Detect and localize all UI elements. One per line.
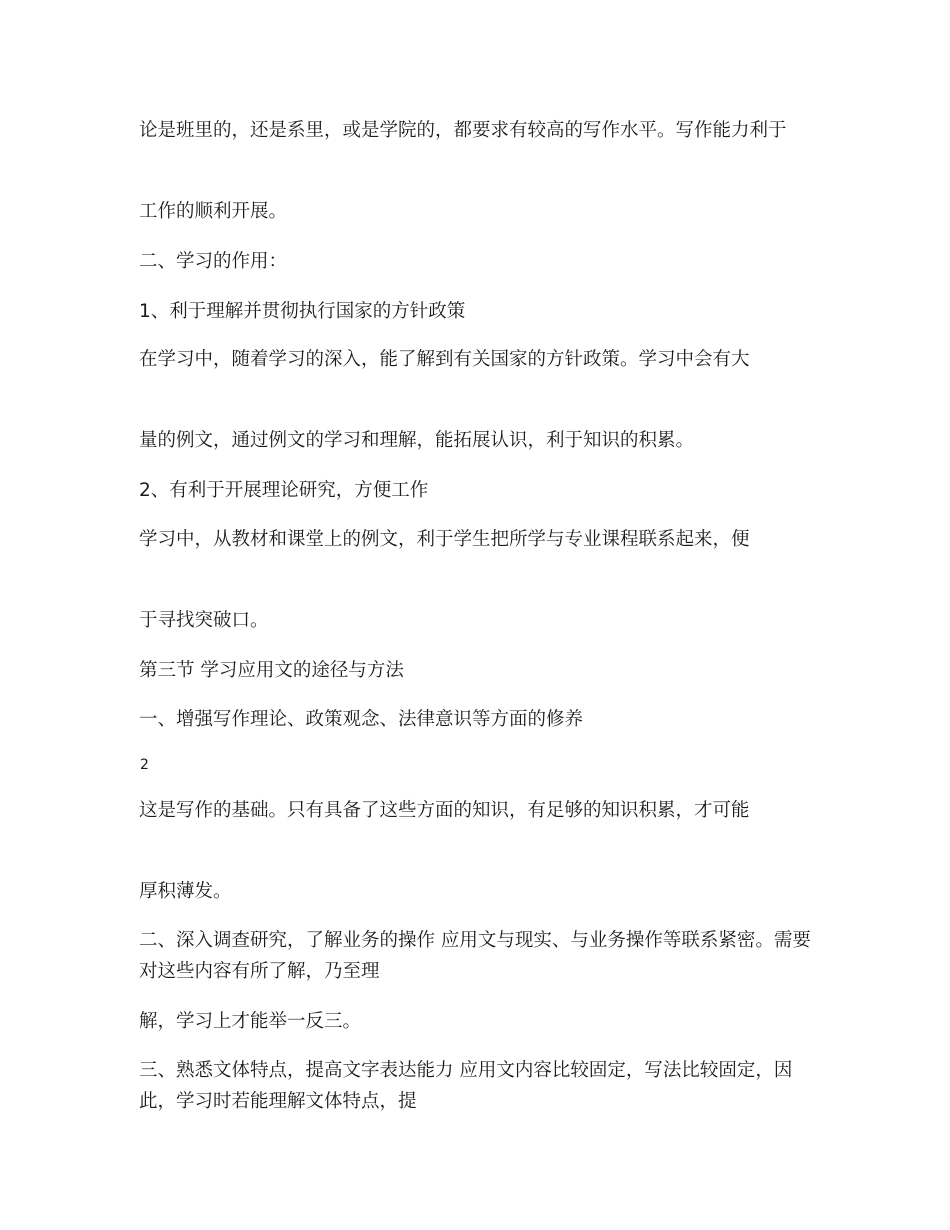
page-number: 2	[140, 757, 149, 773]
paragraph-9: 二、深入调查研究，了解业务的操作 应用文与现实、与业务操作等联系紧密。需要对这些内容有所了解，乃至理	[139, 930, 811, 982]
paragraph-1: 论是班里的，还是系里，或是学院的，都要求有较高的写作水平。写作能力利于	[139, 120, 787, 141]
paragraph-7: 这是写作的基础。只有具备了这些方面的知识，有足够的知识积累，才可能	[139, 800, 750, 821]
section-title: 第三节 学习应用文的途径与方法	[139, 660, 404, 681]
paragraph-5: 学习中，从教材和课堂上的例文，利于学生把所学与专业课程联系起来，便	[139, 529, 750, 550]
paragraph-4: 量的例文，通过例文的学习和理解，能拓展认识，利于知识的积累。	[139, 430, 695, 451]
paragraph-10: 解，学习上才能举一反三。	[139, 1011, 362, 1032]
paragraph-2: 工作的顺利开展。	[139, 201, 288, 222]
subheading-2: 2、有利于开展理论研究，方便工作	[139, 480, 429, 501]
paragraph-6: 于寻找突破口。	[139, 610, 269, 631]
paragraph-3: 在学习中，随着学习的深入，能了解到有关国家的方针政策。学习中会有大	[139, 349, 750, 370]
heading-section-2: 二、学习的作用：	[139, 251, 288, 272]
subheading-1: 1、利于理解并贯彻执行国家的方针政策	[139, 301, 466, 322]
paragraph-11: 三、熟悉文体特点，提高文字表达能力 应用文内容比较固定，写法比较固定，因此，学习时若能理解文体特点，提	[139, 1060, 793, 1112]
subheading-3: 一、增强写作理论、政策观念、法律意识等方面的修养	[139, 709, 584, 730]
paragraph-8: 厚积薄发。	[139, 881, 232, 902]
